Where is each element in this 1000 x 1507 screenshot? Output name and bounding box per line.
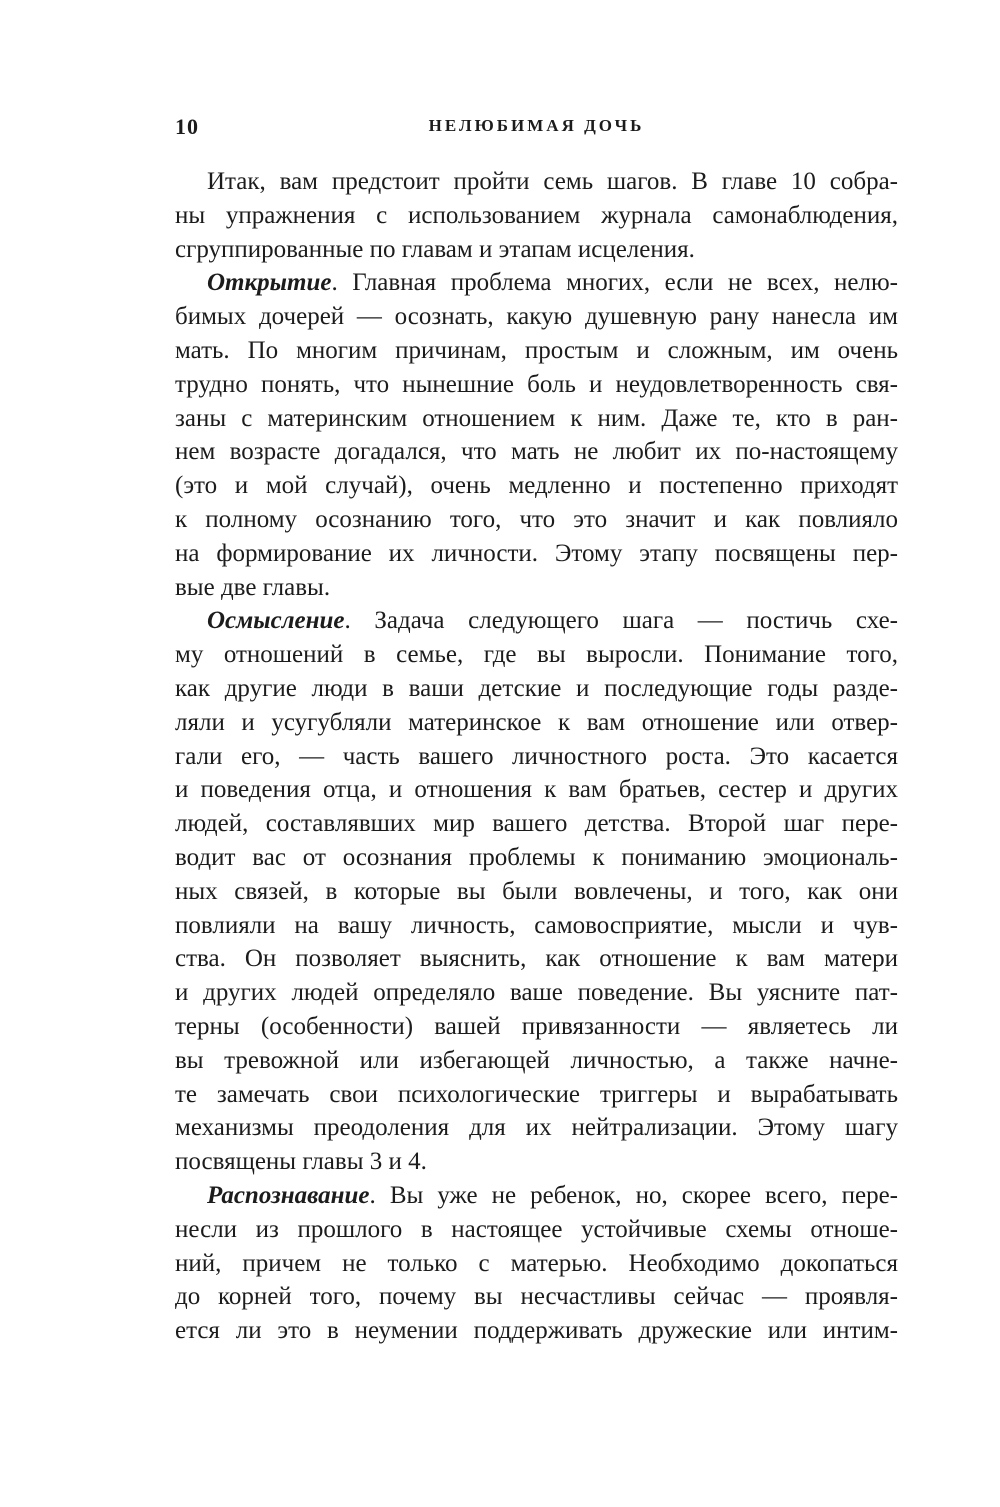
- line-text: вые две главы.: [175, 573, 331, 601]
- text-line: [175, 1247, 898, 1281]
- paragraph: [175, 604, 898, 1179]
- text-line: [175, 368, 898, 402]
- paragraph-lead-term: Открытие: [207, 269, 332, 297]
- line-text: водит вас от осознания проблемы к пониманию эмоциональ-: [175, 843, 898, 871]
- text-line: [175, 875, 898, 909]
- line-text: и поведения отца, и отношения к вам братьев, сестер и других: [175, 776, 898, 804]
- line-text: на формирование их личности. Этому этапу посвящены пер-: [175, 539, 898, 567]
- text-line: [175, 841, 898, 875]
- paragraph-lead-term: Осмысление: [207, 607, 345, 635]
- text-line: [175, 706, 898, 740]
- text-line: [175, 976, 898, 1010]
- text-line: [175, 773, 898, 807]
- text-line: [175, 1111, 898, 1145]
- line-text: ства. Он позволяет выяснить, как отношение к вам матери: [175, 945, 898, 973]
- text-line: [175, 435, 898, 469]
- text-line: [175, 1280, 898, 1314]
- text-line: [175, 1314, 898, 1348]
- line-text: и других людей определяло ваше поведение. Вы уясните пат-: [175, 979, 898, 1007]
- text-line: [175, 909, 898, 943]
- text-line: [175, 199, 898, 233]
- line-text: те замечать свои психологические триггеры и вырабатывать: [175, 1080, 898, 1108]
- line-text: сгруппированные по главам и этапам исцеления.: [175, 235, 695, 263]
- text-line: [175, 165, 898, 199]
- line-text: к полному осознанию того, что это значит и как повлияло: [175, 505, 898, 533]
- text-line: [175, 604, 898, 638]
- line-text: му отношений в семье, где вы выросли. Понимание того,: [175, 641, 898, 669]
- line-text: повлияли на вашу личность, самовосприятие, мысли и чув-: [175, 911, 898, 939]
- text-line: [175, 672, 898, 706]
- text-line: [175, 571, 898, 605]
- line-text: Итак, вам предстоит пройти семь шагов. В главе 10 собра-: [207, 168, 898, 195]
- line-text: несли из прошлого в настоящее устойчивые схемы отноше-: [175, 1215, 898, 1243]
- paragraph: [175, 266, 898, 604]
- line-text: ется ли это в неумении поддерживать дружеские или интим-: [175, 1317, 898, 1345]
- line-text: ны упражнения с использованием журнала самонаблюдения,: [175, 201, 898, 229]
- page-number: 10: [175, 114, 199, 139]
- text-line: [175, 334, 898, 368]
- line-text: ных связей, в которые вы были вовлечены, и того, как они: [175, 877, 898, 905]
- line-text: людей, составлявших мир вашего детства. Второй шаг пере-: [175, 810, 898, 838]
- text-line: [175, 503, 898, 537]
- text-line: [175, 1213, 898, 1247]
- text-line: [175, 300, 898, 334]
- text-line: [175, 1010, 898, 1044]
- line-text: . Задача следующего шага — постичь схе-: [344, 607, 898, 635]
- paragraph: [175, 1179, 898, 1348]
- text-line: [175, 1179, 898, 1213]
- text-line: [175, 1078, 898, 1112]
- line-text: посвящены главы 3 и 4.: [175, 1148, 427, 1176]
- paragraph: [175, 165, 898, 266]
- line-text: нем возрасте догадался, что мать не любит их по-настоящему: [175, 438, 898, 466]
- line-text: заны с материнским отношением к ним. Даже те, кто в ран-: [175, 404, 898, 432]
- text-line: [175, 266, 898, 300]
- line-text: как другие люди в ваши детские и последующие годы разде-: [175, 674, 898, 702]
- line-text: до корней того, почему вы несчастливы сейчас — проявля-: [175, 1283, 898, 1311]
- text-line: [175, 1145, 898, 1179]
- page-header: [175, 114, 898, 144]
- text-line: [175, 638, 898, 672]
- text-line: [175, 942, 898, 976]
- line-text: механизмы преодоления для их нейтрализации. Этому шагу: [175, 1114, 898, 1142]
- paragraph-lead-term: Распознавание: [207, 1181, 370, 1209]
- body-text: [175, 165, 898, 1348]
- line-text: трудно понять, что нынешние боль и неудовлетворенность свя-: [175, 370, 898, 398]
- line-text: бимых дочерей — осознать, какую душевную рану нанесла им: [175, 303, 898, 331]
- text-line: [175, 537, 898, 571]
- text-line: [175, 1044, 898, 1078]
- text-line: [175, 807, 898, 841]
- line-text: гали его, — часть вашего личностного роста. Это касается: [175, 742, 898, 770]
- line-text: вы тревожной или избегающей личностью, а также начне-: [175, 1046, 898, 1074]
- line-text: мать. По многим причинам, простым и сложным, им очень: [175, 336, 898, 364]
- line-text: терны (особенности) вашей привязанности — являетесь ли: [175, 1012, 898, 1040]
- line-text: . Главная проблема многих, если не всех, нелю-: [331, 269, 898, 297]
- text-line: [175, 402, 898, 436]
- line-text: ний, причем не только с матерью. Необходимо докопаться: [175, 1249, 898, 1277]
- text-line: [175, 233, 898, 267]
- text-line: [175, 740, 898, 774]
- text-line: [175, 469, 898, 503]
- line-text: . Вы уже не ребенок, но, скорее всего, пере-: [369, 1181, 898, 1209]
- line-text: ляли и усугубляли материнское к вам отношение или отвер-: [175, 708, 898, 736]
- running-title: НЕЛЮБИМАЯ ДОЧЬ: [428, 116, 645, 135]
- line-text: (это и мой случай), очень медленно и постепенно приходят: [175, 472, 898, 500]
